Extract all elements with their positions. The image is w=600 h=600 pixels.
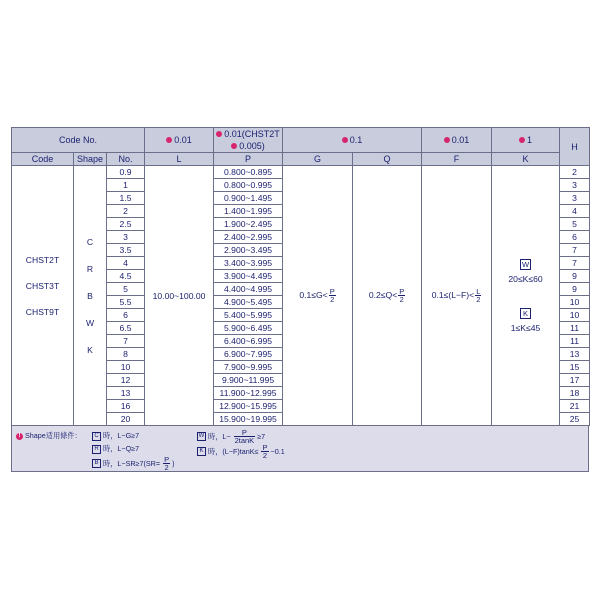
h-cell: 9 xyxy=(560,283,590,296)
header-col-no: No. xyxy=(107,153,145,166)
code-item: CHST3T xyxy=(25,280,60,291)
p-cell: 3.900~4.495 xyxy=(214,270,283,283)
no-cell: 13 xyxy=(107,387,145,400)
shape-item: B xyxy=(87,290,93,301)
p-cell: 11.900~12.995 xyxy=(214,387,283,400)
h-cell: 7 xyxy=(560,244,590,257)
shape-condition-note xyxy=(11,426,589,472)
p-cell: 9.900~11.995 xyxy=(214,374,283,387)
tolerance-dot-icon xyxy=(342,137,348,143)
h-cell: 15 xyxy=(560,361,590,374)
no-cell: 1.5 xyxy=(107,192,145,205)
no-cell: 20 xyxy=(107,413,145,426)
h-cell: 13 xyxy=(560,348,590,361)
p-cell: 15.900~19.995 xyxy=(214,413,283,426)
no-cell: 12 xyxy=(107,374,145,387)
no-cell: 4 xyxy=(107,257,145,270)
code-item: CHST2T xyxy=(25,254,60,265)
note-lead: ! Shape适用條件： xyxy=(16,431,82,441)
h-cell: 18 xyxy=(560,387,590,400)
p-cell: 0.900~1.495 xyxy=(214,192,283,205)
header-tol-K: 1 xyxy=(492,128,560,153)
p-cell: 1.400~1.995 xyxy=(214,205,283,218)
K-box-icon: K xyxy=(197,447,206,456)
h-cell: 9 xyxy=(560,270,590,283)
table-row xyxy=(12,166,590,179)
no-cell: 10 xyxy=(107,361,145,374)
tolerance-dot-icon xyxy=(519,137,525,143)
tolerance-dot-icon xyxy=(166,137,172,143)
K-W-range: 20≤K≤60 xyxy=(508,273,543,284)
p-cell: 2.900~3.495 xyxy=(214,244,283,257)
B-box-icon: B xyxy=(92,459,101,468)
W-box-icon: W xyxy=(198,433,205,439)
h-cell: 6 xyxy=(560,231,590,244)
L-range-cell: 10.00~100.00 xyxy=(145,166,214,426)
no-cell: 1 xyxy=(107,179,145,192)
no-cell: 5.5 xyxy=(107,296,145,309)
h-cell: 17 xyxy=(560,374,590,387)
h-cell: 7 xyxy=(560,257,590,270)
shape-item: R xyxy=(86,263,94,274)
tolerance-dot-icon xyxy=(444,137,450,143)
w-fraction: $\frac{P}{2\tan K}$ xyxy=(234,428,255,445)
k-fraction: $\frac{P}{2}$ xyxy=(262,443,268,460)
K-cell xyxy=(492,166,560,426)
header-col-K: K xyxy=(492,153,560,166)
no-cell: 4.5 xyxy=(107,270,145,283)
no-cell: 6.5 xyxy=(107,322,145,335)
header-tol-L: 0.01 xyxy=(145,128,214,153)
note-b: B 時，L−SR≥7(SR= $\frac{P}{2}$ ) xyxy=(92,456,175,471)
spec-table-wrapper xyxy=(11,127,589,472)
header-col-shape: Shape xyxy=(74,153,107,166)
p-cell: 12.900~15.995 xyxy=(214,400,283,413)
header-tol-P: 0.01(CHST2T0.005) xyxy=(214,128,283,153)
no-cell: 2.5 xyxy=(107,218,145,231)
note-c: C 時，L−G≥7 xyxy=(92,431,139,441)
header-row-2 xyxy=(12,153,590,166)
header-col-code: Code xyxy=(12,153,74,166)
h-cell: 11 xyxy=(560,322,590,335)
h-cell: 11 xyxy=(560,335,590,348)
F-fraction: $\frac{L}{2}$ xyxy=(476,287,481,304)
p-cell: 2.400~2.995 xyxy=(214,231,283,244)
no-cell: 6 xyxy=(107,309,145,322)
G-cell: 0.1≤G< $\frac{P}{2}$ xyxy=(283,166,353,426)
p-cell: 3.400~3.995 xyxy=(214,257,283,270)
h-cell: 10 xyxy=(560,296,590,309)
note-r: R 時，L−Q≥7 xyxy=(92,444,139,454)
h-cell: 2 xyxy=(560,166,590,179)
K-K-range: 1≤K≤45 xyxy=(510,322,541,333)
Q-cell: 0.2≤Q< $\frac{P}{2}$ xyxy=(353,166,422,426)
shape-item: K xyxy=(87,344,93,355)
header-col-L: L xyxy=(145,153,214,166)
C-box-icon: C xyxy=(92,432,101,441)
no-cell: 8 xyxy=(107,348,145,361)
R-box-icon: R xyxy=(92,445,101,454)
G-fraction: $\frac{P}{2}$ xyxy=(329,287,335,304)
no-cell: 3.5 xyxy=(107,244,145,257)
shape-cell xyxy=(74,166,107,426)
header-col-P: P xyxy=(214,153,283,166)
spec-table xyxy=(11,127,590,426)
p-cell: 4.900~5.495 xyxy=(214,296,283,309)
p-cell: 5.900~6.495 xyxy=(214,322,283,335)
header-H: H xyxy=(560,128,590,166)
header-col-Q: Q xyxy=(353,153,422,166)
warning-icon: ! xyxy=(16,433,23,440)
no-cell: 2 xyxy=(107,205,145,218)
no-cell: 3 xyxy=(107,231,145,244)
h-cell: 21 xyxy=(560,400,590,413)
F-cell: 0.1≤(L−F)< $\frac{L}{2}$ xyxy=(422,166,492,426)
table-body xyxy=(12,166,590,426)
K-box-icon: K xyxy=(520,308,531,319)
h-cell: 4 xyxy=(560,205,590,218)
p-cell: 6.900~7.995 xyxy=(214,348,283,361)
note-k: K 時，(L−F)tanK≤ $\frac{P}{2}$ −0.1 xyxy=(197,444,285,459)
h-cell: 3 xyxy=(560,179,590,192)
no-cell: 16 xyxy=(107,400,145,413)
header-row-1 xyxy=(12,128,590,153)
p-cell: 0.800~0.895 xyxy=(214,166,283,179)
tolerance-dot-icon xyxy=(231,143,237,149)
p-cell: 0.800~0.995 xyxy=(214,179,283,192)
no-cell: 7 xyxy=(107,335,145,348)
header-col-G: G xyxy=(283,153,353,166)
p-cell: 1.900~2.495 xyxy=(214,218,283,231)
h-cell: 3 xyxy=(560,192,590,205)
header-code-no: Code No. xyxy=(12,128,145,153)
h-cell: 10 xyxy=(560,309,590,322)
b-fraction: $\frac{P}{2}$ xyxy=(164,455,170,472)
shape-item: W xyxy=(85,317,95,328)
p-cell: 5.400~5.995 xyxy=(214,309,283,322)
note-w: W 時，L− $\frac{P}{2\tan K}$ ≥7 xyxy=(198,428,266,445)
no-cell: 0.9 xyxy=(107,166,145,179)
Q-fraction: $\frac{P}{2}$ xyxy=(399,287,405,304)
tolerance-dot-icon xyxy=(216,131,222,137)
shape-item: C xyxy=(86,236,94,247)
p-cell: 6.400~6.995 xyxy=(214,335,283,348)
header-tol-F: 0.01 xyxy=(422,128,492,153)
code-cell xyxy=(12,166,74,426)
h-cell: 5 xyxy=(560,218,590,231)
W-box-icon: W xyxy=(522,259,530,269)
no-cell: 5 xyxy=(107,283,145,296)
p-cell: 7.900~9.995 xyxy=(214,361,283,374)
header-col-F: F xyxy=(422,153,492,166)
p-cell: 4.400~4.995 xyxy=(214,283,283,296)
header-tol-GQ: 0.1 xyxy=(283,128,422,153)
h-cell: 25 xyxy=(560,413,590,426)
code-item: CHST9T xyxy=(25,306,60,317)
